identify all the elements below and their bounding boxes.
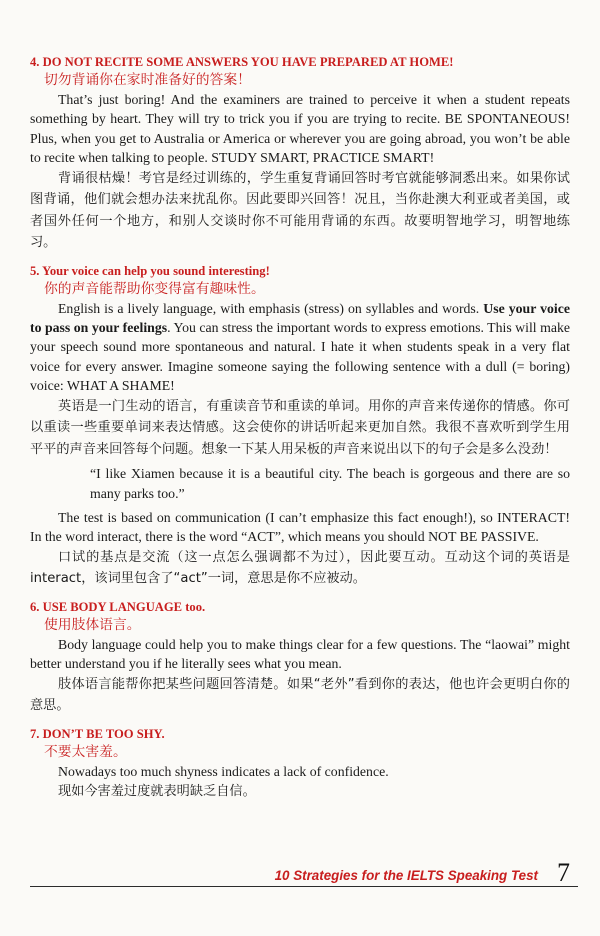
- section-5-english-2: The test is based on communication (I can’t emphasize this fact enough!), so INTERACT! In the word interact, there is the word “ACT”, which means you should NOT BE PASSIVE.: [30, 509, 570, 545]
- section-6-title: 6. USE BODY LANGUAGE too.: [30, 599, 206, 614]
- section-5-chinese: 英语是一门生动的语言，有重读音节和重读的单词。用你的声音来传递你的情感。你可以重读一些重要单词来表达情感。这会使你的讲话听起来更加自然。我很不喜欢听到学生用平平的声音来回答每个问题。想象一下某人用呆板的声音来说出以下的句子会是多么没劲！: [30, 398, 570, 457]
- section-5-english-bold: Use your voice to pass on your feelings: [30, 300, 570, 336]
- section-4-english: That’s just boring! And the examiners are trained to perceive it when a student repeats something by heart. They will try to trick you if you are trying to recite. BE SPONTANEOUS! Plus, when you get to Australia or America or wherever you are going abroad, you won’t be able to recite when talking to people. STUDY SMART, PRACTICE SMART!: [30, 92, 570, 166]
- footer-divider: [30, 886, 578, 887]
- section-5-quote: “I like Xiamen because it is a beautiful city. The beach is gorgeous and there are so many parks too.”: [90, 466, 570, 501]
- section-5-subtitle: 你的声音能帮助你变得富有趣味性。: [44, 280, 265, 297]
- section-6-english: Body language could help you to make things clear for a few questions. The “laowai” might better understand you if he literally sees what you mean.: [30, 636, 570, 672]
- section-7-title: 7. DON’T BE TOO SHY.: [30, 726, 165, 741]
- section-7-english: Nowadays too much shyness indicates a lack of confidence.: [58, 763, 389, 779]
- section-7-subtitle: 不要太害羞。: [44, 743, 127, 760]
- section-6-chinese: 肢体语言能帮你把某些问题回答清楚。如果“老外”看到你的表达，他也许会更明白你的意思。: [30, 676, 570, 714]
- section-4-title: 4. DO NOT RECITE SOME ANSWERS YOU HAVE PREPARED AT HOME!: [30, 55, 454, 69]
- page-content: [30, 54, 570, 803]
- section-5-title: 5. Your voice can help you sound interesting!: [30, 263, 270, 278]
- section-6-subtitle: 使用肢体语言。: [44, 616, 141, 633]
- page-number: 7: [557, 858, 570, 887]
- section-5-english: [30, 299, 570, 396]
- section-5-english-a: English is a lively language, with emphasis (stress) on syllables and words.: [58, 300, 484, 316]
- section-5-english-b: . You can stress the important words to express emotions. This will make your speech sound more spontaneous and natural. I hate it when students speak in a very flat voice for every answer. Imagine someone saying the following sentence with a dull (= boring) voice: WHAT A SHAME!: [30, 320, 570, 394]
- section-7-chinese: 现如今害羞过度就表明缺乏自信。: [58, 784, 256, 799]
- section-5-chinese-2: 口试的基点是交流（这一点怎么强调都不为过），因此要互动。互动这个词的英语是 interact，该词里包含了“act”一词，意思是你不应被动。: [30, 549, 570, 587]
- section-4-chinese: 背诵很枯燥！考官是经过训练的，学生重复背诵回答时考官就能够洞悉出来。如果你试图背诵，他们就会想办法来扰乱你。因此要即兴回答！况且，当你赴澳大利亚或者美国，或者国外任何一个地方，和别人交谈时你不可能用背诵的东西。故要明智地学习，明智地练习。: [30, 170, 570, 251]
- footer-title: 10 Strategies for the IELTS Speaking Test: [274, 868, 538, 883]
- section-4-subtitle: 切勿背诵你在家时准备好的答案！: [44, 72, 251, 88]
